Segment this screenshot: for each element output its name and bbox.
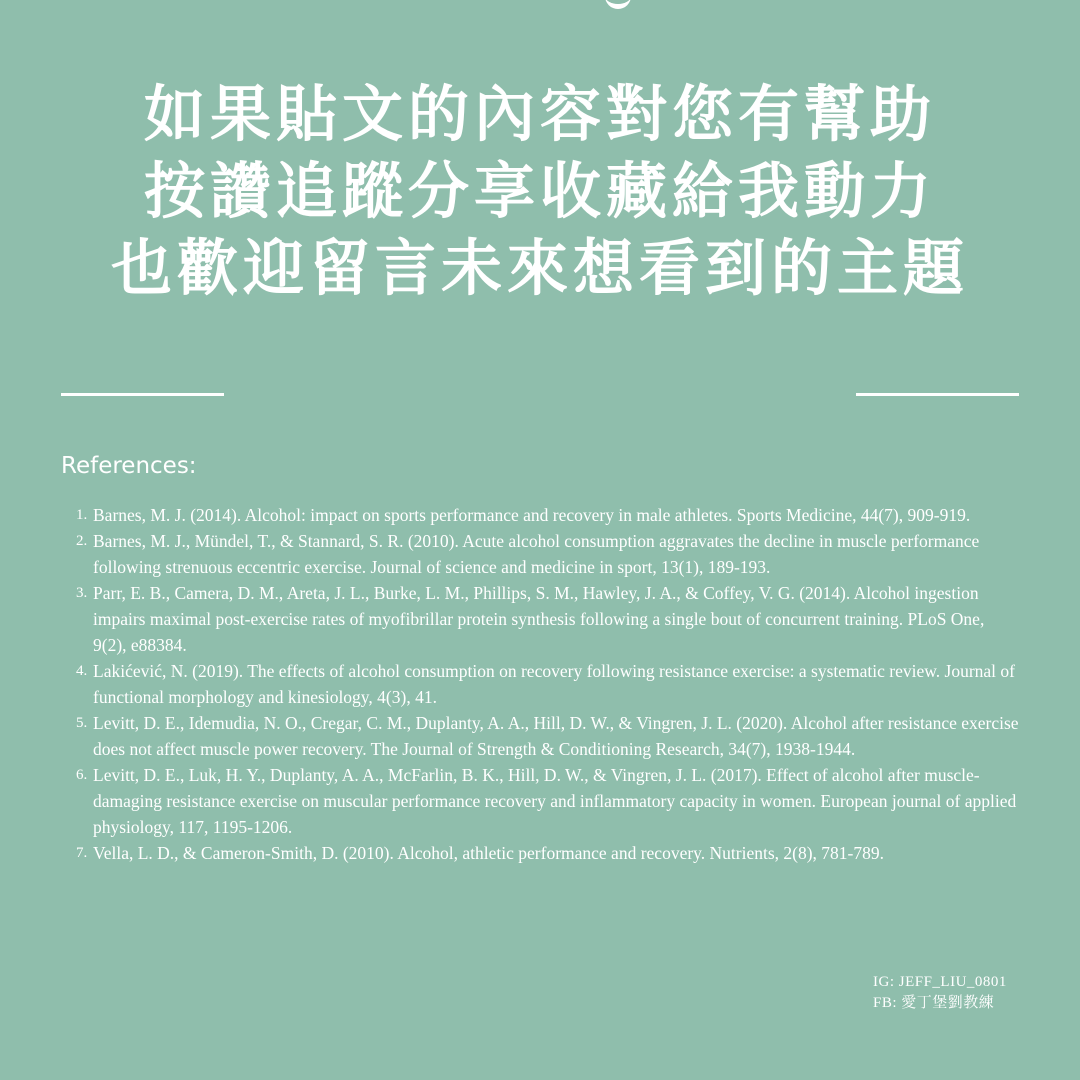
reference-item <box>76 502 1021 528</box>
reference-text: Levitt, D. E., Idemudia, N. O., Cregar, C. M., Duplanty, A. A., Hill, D. W., & Vingren, J. L. (2020). Alcohol after resistance exercise does not affect muscle power recovery. The Journal of Strength & Conditioning Research, 34(7), 1938-1944. <box>93 713 1019 759</box>
references-heading: References: <box>61 453 197 479</box>
reference-number: 6. <box>76 767 88 783</box>
cropped-character-fragment <box>605 0 631 9</box>
reference-item <box>76 840 1021 866</box>
reference-item <box>76 762 1021 840</box>
headline-line-2: 按讚追蹤分享收藏給我動力 <box>143 156 936 227</box>
reference-item <box>76 580 1021 658</box>
headline-line-1: 如果貼文的內容對您有幫助 <box>143 79 936 150</box>
reference-number: 1. <box>76 507 88 523</box>
social-handles <box>873 972 1007 1014</box>
reference-text: Parr, E. B., Camera, D. M., Areta, J. L., Burke, L. M., Phillips, S. M., Hawley, J. A., & Coffey, V. G. (2014). Alcohol ingestion impairs maximal post-exercise rates of myofibrillar protein synthesis following a single bout of concurrent training. PLoS One, 9(2), e88384. <box>93 583 985 655</box>
reference-text: Levitt, D. E., Luk, H. Y., Duplanty, A. A., McFarlin, B. K., Hill, D. W., & Vingren, J. L. (2017). Effect of alcohol after muscle-damaging resistance exercise on muscular performance recovery and inflammatory capacity in women. European journal of applied physiology, 117, 1195-1206. <box>93 765 1017 837</box>
left-divider <box>61 393 224 396</box>
headline-line-3: 也歡迎留言未來想看到的主題 <box>110 233 969 304</box>
reference-number: 2. <box>76 533 88 549</box>
headline <box>0 76 1080 307</box>
reference-number: 4. <box>76 663 88 679</box>
reference-item <box>76 710 1021 762</box>
instagram-handle: IG: JEFF_LIU_0801 <box>873 974 1007 990</box>
reference-list <box>76 502 1021 866</box>
reference-text: Vella, L. D., & Cameron-Smith, D. (2010). Alcohol, athletic performance and recovery. Nutrients, 2(8), 781-789. <box>93 843 885 863</box>
reference-text: Lakićević, N. (2019). The effects of alcohol consumption on recovery following resistance exercise: a systematic review. Journal of functional morphology and kinesiology, 4(3), 41. <box>93 661 1015 707</box>
reference-text: Barnes, M. J., Mündel, T., & Stannard, S. R. (2010). Acute alcohol consumption aggravates the decline in muscle performance following strenuous eccentric exercise. Journal of science and medicine in sport, 13(1), 189-193. <box>93 531 980 577</box>
reference-item <box>76 528 1021 580</box>
reference-number: 7. <box>76 845 88 861</box>
reference-item <box>76 658 1021 710</box>
facebook-handle: FB: 愛丁堡劉教練 <box>873 995 995 1011</box>
reference-text: Barnes, M. J. (2014). Alcohol: impact on sports performance and recovery in male athletes. Sports Medicine, 44(7), 909-919. <box>93 505 971 525</box>
right-divider <box>856 393 1019 396</box>
reference-number: 3. <box>76 585 88 601</box>
reference-number: 5. <box>76 715 88 731</box>
